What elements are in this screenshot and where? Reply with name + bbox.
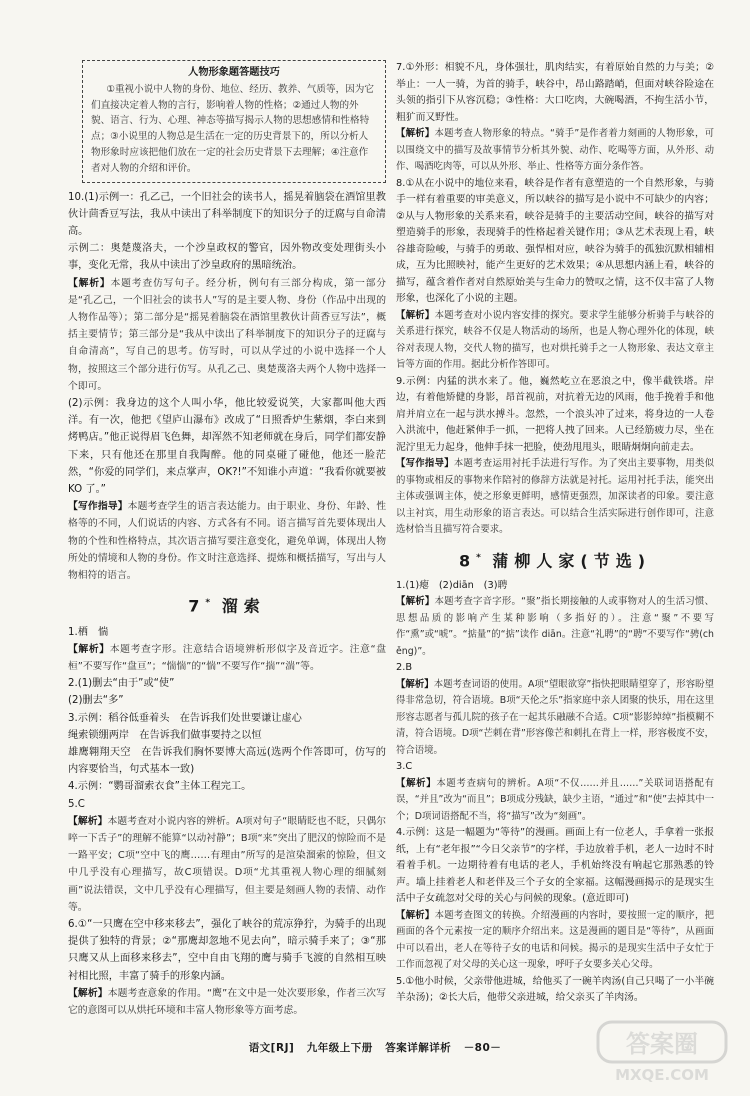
answer-text: 5.①他小时候，父亲带他进城，给他买了一碗羊肉汤(自己只喝了一小半碗羊杂汤)；②长大后，他带父亲进城，给父亲买了羊肉汤。 [396,975,714,1004]
answer-text: 绳索锁绷两岸 在告诉我们做事要持之以恒 [68,729,262,741]
section-star: * [205,598,211,609]
note-tag: 【写作指导】 [68,501,128,513]
section-title [68,592,386,617]
answer-text: 3.C [396,761,413,773]
analysis-note [68,275,386,395]
note-text: 本题考查字音字形。“聚”指长期接触的人或事物对人的生活习惯、思想品质的影响产生某种影响（多指好的）。注意“聚”不要写作“熏”或“唬”。“掂量”的“掂”读作 diān。注意“礼聘”的“聘”不要写作“骋(chěng)”。 [396,596,714,657]
note-tag: 【解析】 [68,815,108,827]
tip-body: ①重视小说中人物的身份、地位、经历、教养、气质等，因为它们直接决定着人物的言行，影响着人物的性格；②通过人物的外貌、语言、行为、心理、神态等描写揭示人物的思想感情和性格特点；③小说里的人物总是生活在一定的历史背景下的，所以分析人物形象时应该把他们放在一定的社会历史背景下去理解；④注意作者对人物的介绍和评价。 [91,83,374,174]
section-name: 溜索 [221,596,266,616]
analysis-note [68,641,386,675]
note-tag: 【解析】 [396,777,437,789]
tip-box [82,60,386,183]
watermark-logo [592,1016,732,1086]
note-tag: 【解析】 [396,309,435,321]
note-text: 本题考查学生的语言表达能力。由于职业、身份、年龄、性格等的不同，人们说话的内容、方式各有不同。语言描写首先要体现出人物的个性和性格特点，其次语言描写要注意变化，避免单调，体现出人物所处的情境和人物的身份。作文时注意选择、提炼和概括描写，写出与人物相符的语言。 [68,501,387,582]
answer-text: 4.示例：这是一幅题为“等待”的漫画。画面上有一位老人，手拿着一张报纸，上有“老年报”“今日父亲节”的字样，手边放着手机，老人一边时不时看着手机。一边期待着有电话的老人，手机始终没有响起它那熟悉的铃声。墙上挂着老人和老伴及三个子女的全家福。这幅漫画揭示的是现实生活中子女疏忽对父母的关心与问候的现象。(意近即可) [396,827,714,905]
section-name: 蒲柳人家(节选) [492,550,652,570]
note-text: 本题考查意象的作用。“鹰”在文中是一处次要形象，作者三次写它的意图可以从烘托环境和丰富人物形象等方面考虑。 [68,987,387,1017]
note-text: 本题考查图文的转换。介绍漫画的内容时，要按照一定的顺序，把画面的各个元素按一定的顺序介绍出来。这是漫画的题目是“等待”，从画面中可以看出，老人在等待子女的电话和问候。揭示的是现实生活中子女忙于工作而忽视了对父母的关心这一现象，呼吁子女要多关心父母。 [396,909,714,971]
answer-text: (2)删去“多” [68,695,124,707]
right-column [396,60,714,1007]
note-tag: 【写作指导】 [396,458,454,469]
note-tag: 【解析】 [68,643,110,655]
page-number: －80－ [463,1042,502,1054]
answer-text: 2.B [396,662,413,674]
answer-text: 4.示例：“鹦哥溜索衣食”主体工程完工。 [68,781,252,793]
footer-book: 答案详解详析 [385,1042,452,1054]
note-tag: 【解析】 [68,277,111,289]
answer-text: (2)示例：我身边的这个人叫小华，他比较爱说笑，大家都叫他大西洋。有一次，他把《望庐山瀑布》改成了“日照香炉生紫烟，李白来到烤鸭店。”他正说得眉飞色舞，却浑然不知老师就在身后，同学们都安静下来，只有他还在那里自我陶醉。他的同桌碰了碰他，他还一脸茫然，“你爱的同学们，来点掌声，OK?!”不知谁小声道：“我看你就要被 KO 了。” [68,398,386,496]
answer-text: 雄鹰翱翔天空 在告诉我们胸怀要博大高远(选两个作答即可，仿写的内容要恰当，句式基本一致) [68,747,386,776]
answer-text: 5.C [68,798,85,810]
answer-text: 示例二：奥楚蔑洛夫，一个沙皇政权的警官，因外物改变处理街头小事，变化无常，我从中读出了沙皇政府的黑暗统治。 [68,243,386,272]
analysis-note [396,456,714,539]
analysis-note [396,126,714,176]
note-text: 本题考查对小说内容安排的探究。要求学生能够分析骑手与峡谷的关系进行探究，峡谷不仅是人物活动的场所，也是人物心理外化的体现，峡谷对表现人物，交代人物的描写，也对烘托骑手之一人物形象、表达文章主旨等方面的作用。据此分析作答即可。 [396,309,714,370]
analysis-note [68,813,386,916]
analysis-note [396,594,714,660]
watermark-graphic [592,1016,732,1086]
section-star: * [476,552,481,563]
note-tag: 【解析】 [396,596,435,608]
note-tag: 【解析】 [396,909,435,921]
section-number: 7 [188,596,206,616]
note-text: 本题考查病句的辨析。A项“不仅……并且……”关联词语搭配有误，“并且”改为“而且”；B项成分残缺，缺少主语，“通过”和“使”去掉其中一个；D项词语搭配不当，将“描写”改为“刻画”。 [396,777,714,822]
note-text: 本题考查字形。注意结合语境辨析形似字及音近字。注意“盘桓”不要写作“盘亘”；“惴惴”的“惴”不要写作“揣”“湍”等。 [68,643,387,672]
analysis-note [68,985,386,1019]
answer-text: 1.栖 惴 [68,626,109,638]
analysis-note [396,908,714,974]
note-text: 本题考查词语的使用。A项“望眼欲穿”指快把眼睛望穿了，形容盼望得非常急切，符合语境。B项“天伦之乐”指家庭中亲人团聚的快乐，用在这里形容志愿者与孤儿院的孩子在一起其乐融融不合适。C项“影影绰绰”指模糊不清，符合语境。D项“芒刺在背”形容像芒和刺扎在背上一样，形容极度不安，符合语境。 [396,678,714,756]
note-text: 本题考查仿写句子。经分析，例句有三部分构成，第一部分是“孔乙己，一个旧社会的读书人”写的是主要人物、身份（作品中出现的人物作品等）；第二部分是“摇晃着脑袋在酒馆里教伙计茴香豆写法”，概括主要情节；第三部分是“我从中读出了科举制度下的知识分子的迂腐与自命清高”，写自己的思考。仿写时，可以从学过的小说中选择一个人物，按照这三个部分进行仿写。从孔乙己、奥楚蔑洛夫两个人物中选择一个即可。 [68,277,387,392]
left-column [68,60,386,1019]
answer-text: 3.示例：稻谷低垂着头 在告诉我们处世要谦让虚心 [68,712,302,724]
answer-text: 9.示例：内猛的洪水来了。他，巍然屹立在恶浪之中，像半截铁塔。岸边，有着他矫健的身影，昂首视前，对抗着无边的风雨，他手挽着手和他肩并肩立在一起与洪水搏斗。忽然，一个浪头冲了过来，将身边的一人卷入洪流中，他赶紧伸手一抓，一把将人拽了回来。人已经筋疲力尽，坐在泥泞里无力起身，他伸手抹一把脸，使劲甩甩头，眼睛炯炯向前走去。 [396,375,714,453]
watermark-top-text: 答案圈 [626,1030,698,1058]
footer-grade: 九年级上下册 [306,1042,373,1054]
answer-text: 2.(1)删去“由于”或“使” [68,678,175,690]
answer-text: 6.①“一只鹰在空中移来移去”，强化了峡谷的荒凉狰狞，为骑手的出现提供了独特的背景；②“那鹰却忽地不见去向”，暗示骑手来了；③“那只鹰又从上面移来移去”，空中自由飞翔的鹰与骑手飞渡的自然相互映衬相比照，丰富了骑手的形象内涵。 [68,919,386,982]
section-number: 8 [458,550,477,570]
answer-text: 8.①从在小说中的地位来看，峡谷是作者有意塑造的一个自然形象，与骑手一样有着重要的审美意义，所以峡谷的描写是小说中不可缺少的内容；②从与人物形象的关系来看，峡谷是骑手的主要活动空间，峡谷的描写对塑造骑手的形象，表现骑手的性格起着关键作用；③从艺术表现上看，峡谷雄奇险峻，与骑手的勇敢、强悍相对应，峡谷为骑手的孤独沉默相辅相成，互为比照映衬，能产生更好的艺术效果；④从思想内涵上看，峡谷的描写，蕴含着作者对自然原始美与生命力的赞叹之情，这不仅丰富了人物形象，也深化了小说的主题。 [396,177,714,304]
answer-text: 7.①外形：相貌不凡，身体强壮，肌肉结实，有着原始自然的力与美；②举止：一人一骑，为首的骑手，峡谷中，昂山路踏峭，但面对峡谷险途在头领的指引下从容沉稳；③性格：大口吃肉，大碗喝酒，不拘生活小节，粗犷而又野性。 [396,62,714,123]
analysis-note [68,498,386,584]
note-tag: 【解析】 [68,987,108,999]
note-text: 本题考查对小说内容的辨析。A项对句子“眼睛眨也不眨，只偶尔啐一下舌子”的理解不能算“以动衬静”；B项“来”突出了肥汉的惊险而不是一路平安；C项“空中飞的鹰……有理由”所写的是渲染溜索的惊险，但文中几乎没有心理描写，故C项错误。D项“尤其重视人物心理的细腻刻画”说法错误，文中几乎没有心理描写，但主要是刻画人物的表情、动作等。 [68,815,387,913]
note-tag: 【解析】 [396,128,435,139]
footer-subject: 语文[RJ] [248,1042,295,1054]
analysis-note [396,308,714,374]
note-tag: 【解析】 [396,678,434,690]
analysis-note [396,677,714,760]
tip-title: 人物形象题答题技巧 [188,67,280,78]
watermark-bottom-text: MXQE.COM [615,1066,709,1084]
note-text: 本题考查运用衬托手法进行写作。为了突出主要事物，用类似的事物或相反的事物来作陪衬的修辞方法就是衬托。运用衬托手法，能突出主体或强调主体，使之形象更鲜明，感情更强烈，加深读者的印象。要注意以主衬宾，用生动形象的语言表达。可以结合生活实际进行创作即可，注意选材恰当且描写符合要求。 [396,458,714,535]
answer-text: 1.(1)瘪 (2)diān (3)聘 [396,579,508,591]
section-title [396,547,714,572]
note-text: 本题考查人物形象的特点。“骑手”是作者着力刻画的人物形象，可以围绕文中的描写及故事情节分析其外貌、动作、吃喝等方面，从外形、动作、喝酒吃肉等，可以从外形、举止、性格等方面分条作答。 [396,128,714,172]
answer-text: 10.(1)示例一：孔乙己，一个旧社会的读书人，摇晃着脑袋在酒馆里教伙计茴香豆写法，我从中读出了科举制度下的知识分子的迂腐与自命清高。 [68,191,386,237]
analysis-note [396,776,714,826]
